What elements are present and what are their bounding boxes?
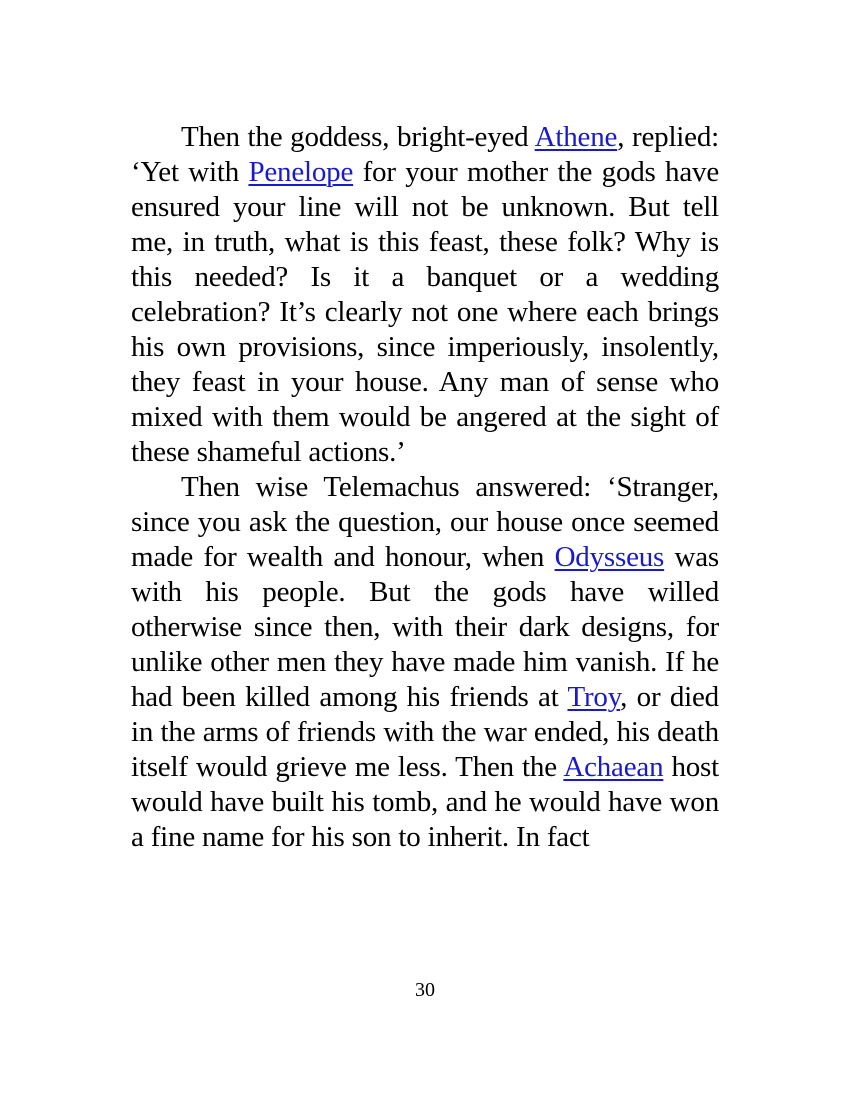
- body-text: [131, 120, 719, 855]
- text-segment: , replied: ‘Yet with: [131, 121, 719, 188]
- link-odysseus[interactable]: Odysseus: [554, 541, 665, 573]
- text-segment: for your mother the gods have ensured your line will not be unknown. But tell me, in truth, what is this feast, these folk? Why is this needed? Is it a banquet or a wedding celebration? It’s clearly not one where each brings his own provisions, since imperiously, insolently, they feast in your house. Any man of sense who mixed with them would be angered at the sight of these shameful actions.’: [131, 156, 720, 468]
- link-troy[interactable]: Troy: [567, 681, 621, 713]
- paragraph-telemachus-answer: [131, 470, 719, 855]
- link-penelope[interactable]: Penelope: [248, 156, 354, 188]
- page-number: 30: [415, 979, 435, 1001]
- text-segment: , or died in the arms of friends with the war ended, his death itself would grieve me less. Then the: [131, 681, 719, 783]
- text-segment: host would have built his tomb, and he would have won a fine name for his son to inherit. In fact: [131, 751, 719, 853]
- paragraph-athene-reply: [131, 120, 719, 470]
- link-achaean[interactable]: Achaean: [563, 751, 664, 783]
- text-segment: Then the goddess, bright-eyed: [181, 121, 535, 153]
- text-segment: Then wise Telemachus answered: ‘Stranger, since you ask the question, our house once seemed made for wealth and honour, when: [131, 471, 719, 573]
- text-segment: was with his people. But the gods have willed otherwise since then, with their dark designs, for unlike other men they have made him vanish. If he had been killed among his friends at: [131, 541, 719, 713]
- link-athene[interactable]: Athene: [534, 121, 618, 153]
